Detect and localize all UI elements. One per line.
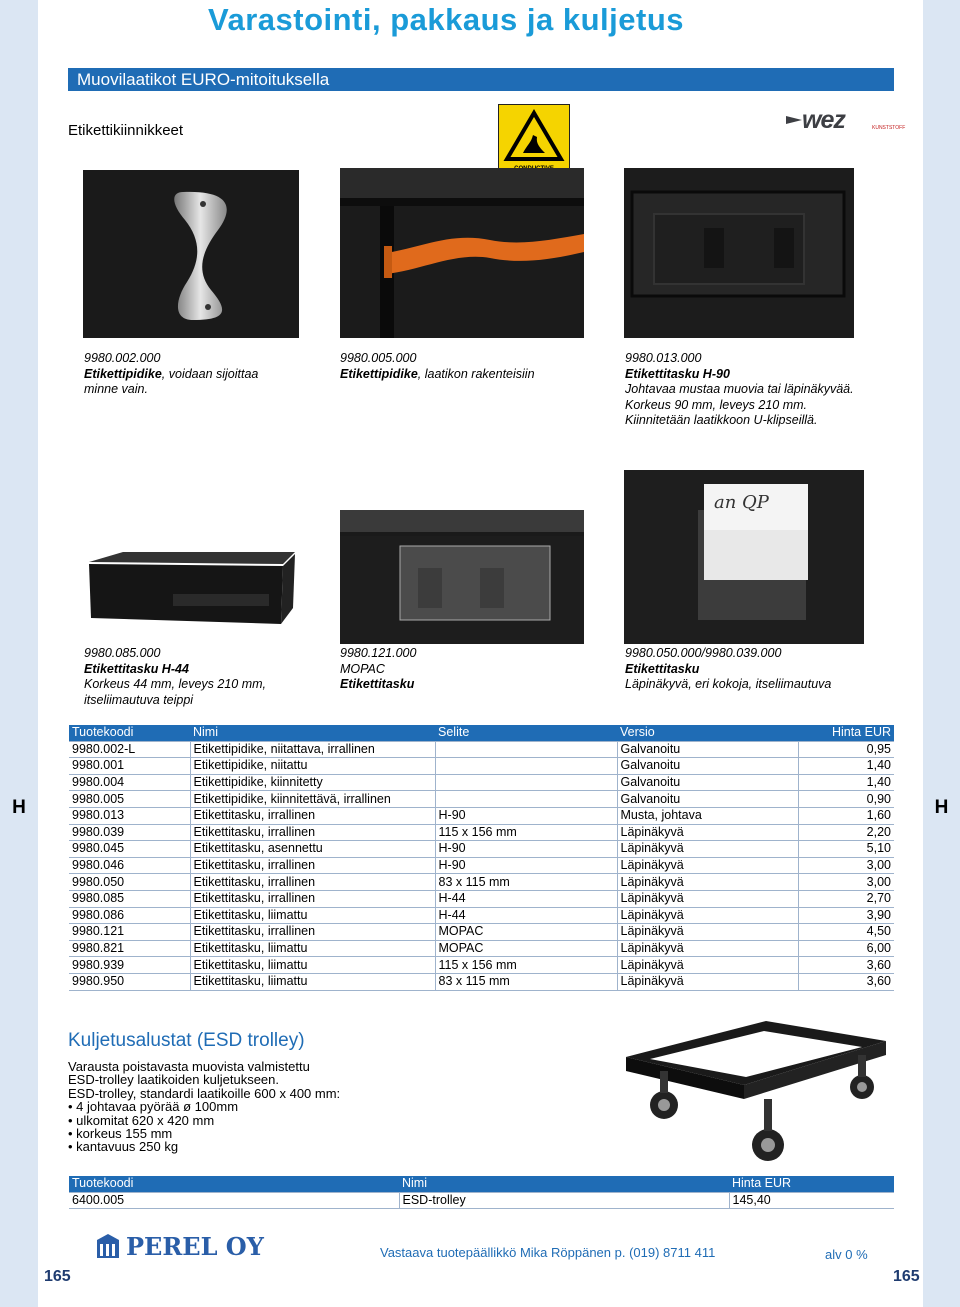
table-cell: 83 x 115 mm [435,973,617,990]
table-cell: Läpinäkyvä [617,957,798,974]
table-cell: 3,60 [798,973,894,990]
table-row [69,957,894,974]
esd-trolley-image [616,1015,896,1175]
table-cell: MOPAC [435,940,617,957]
table-cell: Läpinäkyvä [617,940,798,957]
table-cell: 3,60 [798,957,894,974]
label-holder-price-table [69,725,894,991]
trolley-spec-item: • 4 johtavaa pyörää ø 100mm [68,1099,239,1115]
table-row [69,907,894,924]
photo-orange-label-holder [340,168,584,338]
perel-logo-text: PEREL OY [126,1232,264,1261]
table-cell: 9980.002-L [69,741,190,758]
page-title: Varastointi, pakkaus ja kuljetus [208,2,685,37]
photo-metal-label-holder [83,170,299,338]
table-cell: Läpinäkyvä [617,841,798,858]
table-cell: ESD-trolley [399,1192,729,1209]
table-cell: H-44 [435,890,617,907]
table-cell: Etikettipidike, niitattu [190,758,435,775]
caption-line5: Kiinnitetään laatikkoon U-klipseillä. [625,413,818,427]
page-number-left: 165 [44,1268,71,1285]
left-margin-bar [0,0,38,1307]
caption-code: 9980.005.000 [340,351,417,365]
trolley-desc-line: ESD-trolley, standardi laatikoille 600 x 400 mm: [68,1085,341,1101]
table-row [69,774,894,791]
caption-title [625,662,831,678]
wez-logo-text: wez [802,106,845,134]
caption-pocket-121 [340,646,416,693]
table-cell: Galvanoitu [617,774,798,791]
subheading: Etikettikiinnikkeet [68,122,184,139]
table-row [69,824,894,841]
caption-rest: , laatikon rakenteisiin [417,366,535,381]
table-row [69,874,894,891]
caption-line4: Korkeus 90 mm, leveys 210 mm. [625,397,808,412]
table-cell: 6400.005 [69,1192,399,1209]
table-cell: 2,20 [798,824,894,841]
table-cell: 9980.005 [69,791,190,808]
table-cell [435,741,617,758]
table-cell [435,758,617,775]
caption-holder-005 [340,351,535,382]
table-cell: 0,95 [798,741,894,758]
caption-code: 9980.121.000 [340,646,417,660]
table-cell: 9980.121 [69,924,190,941]
caption-bold: Etikettitasku H-90 [625,366,730,381]
esd-warning-icon [498,104,570,176]
caption-code: 9980.050.000/9980.039.000 [625,646,782,660]
wez-logo-sub: KUNSTSTOFF [872,125,906,131]
table-cell: Galvanoitu [617,791,798,808]
caption-line3: Läpinäkyvä, eri kokoja, itseliimautuva [625,677,832,691]
table-header-cell: Versio [617,725,798,741]
table-header-cell: Tuotekoodi [69,725,190,741]
caption-title [340,677,416,693]
table-header-row [69,1176,894,1192]
trolley-table-body [69,1176,894,1209]
table-header-cell: Tuotekoodi [69,1176,399,1192]
trolley-spec-item: • ulkomitat 620 x 420 mm [68,1112,215,1128]
caption-holder-002 [84,351,258,398]
table-cell: 9980.050 [69,874,190,891]
right-margin-bar [923,0,960,1307]
caption-title [625,367,854,383]
perel-logo [96,1232,266,1264]
table-cell: 9980.821 [69,940,190,957]
photo-transparent-pocket [624,470,864,644]
table-cell: Läpinäkyvä [617,973,798,990]
table-row [69,791,894,808]
table-cell: Galvanoitu [617,741,798,758]
table-cell: Etikettitasku, asennettu [190,841,435,858]
page-number-right: 165 [893,1268,920,1285]
footer-vat: alv 0 % [825,1247,868,1262]
caption-pocket-085 [84,646,266,708]
table-cell: 83 x 115 mm [435,874,617,891]
trolley-description [68,1060,340,1154]
table-row [69,940,894,957]
table-row [69,807,894,824]
caption-code: 9980.002.000 [84,351,161,365]
table-row [69,890,894,907]
table-header-row [69,725,894,741]
caption-line4: itseliimautuva teippi [84,692,194,707]
table-cell: H-90 [435,807,617,824]
table-cell: 1,60 [798,807,894,824]
caption-line [84,367,258,383]
table-cell: 3,00 [798,857,894,874]
table-cell [435,774,617,791]
table-cell: 9980.046 [69,857,190,874]
table-cell: 9980.004 [69,774,190,791]
caption-pocket-050 [625,646,831,693]
table-cell: Musta, johtava [617,807,798,824]
table-cell: Läpinäkyvä [617,890,798,907]
table-cell: Läpinäkyvä [617,907,798,924]
section-title-bar: Muovilaatikot EURO-mitoituksella [68,68,894,91]
table-cell: Etikettitasku, irrallinen [190,890,435,907]
table-header-cell: Selite [435,725,617,741]
caption-title [84,662,266,678]
table-cell: Etikettitasku, irrallinen [190,824,435,841]
table-cell: 9980.939 [69,957,190,974]
table-cell [435,791,617,808]
photo-mopac-pocket [340,510,584,644]
table-cell: Läpinäkyvä [617,824,798,841]
price-table-body [69,725,894,990]
caption-code: 9980.085.000 [84,646,161,660]
table-cell: 9980.086 [69,907,190,924]
table-cell: 3,00 [798,874,894,891]
table-cell: 4,50 [798,924,894,941]
trolley-spec-item: • korkeus 155 mm [68,1126,173,1142]
table-header-cell: Hinta EUR [798,725,894,741]
caption-bold: Etikettitasku [340,677,415,691]
table-row [69,758,894,775]
table-header-cell: Hinta EUR [729,1176,894,1192]
table-row [69,973,894,990]
table-cell: Etikettitasku, liimattu [190,940,435,957]
caption-bold: Etikettipidike [84,366,162,381]
table-cell: 9980.085 [69,890,190,907]
table-cell: 115 x 156 mm [435,824,617,841]
table-cell: Etikettitasku, liimattu [190,973,435,990]
table-cell: H-44 [435,907,617,924]
caption-line [340,367,535,383]
trolley-section-title: Kuljetusalustat (ESD trolley) [68,1030,305,1051]
trolley-desc-line: ESD-trolley laatikoiden kuljetukseen. [68,1072,279,1088]
trolley-price-table [69,1176,894,1209]
caption-sub: MOPAC [340,661,385,676]
caption-bold: Etikettitasku H-44 [84,661,189,676]
caption-line3: Korkeus 44 mm, leveys 210 mm, [84,677,267,691]
table-cell: 9980.950 [69,973,190,990]
table-cell: 3,90 [798,907,894,924]
table-cell: Etikettitasku, irrallinen [190,874,435,891]
table-cell: 6,00 [798,940,894,957]
table-cell: Etikettipidike, niitattava, irrallinen [190,741,435,758]
table-row [69,1192,894,1209]
photo-box-h44 [83,512,299,644]
table-cell: H-90 [435,841,617,858]
table-cell: Etikettitasku, irrallinen [190,807,435,824]
handwritten-note: an QP [714,492,769,513]
table-cell: Etikettipidike, kiinnitettävä, irrallinen [190,791,435,808]
table-cell: 9980.039 [69,824,190,841]
table-cell: Etikettitasku, liimattu [190,957,435,974]
table-header-cell: Nimi [399,1176,729,1192]
table-cell: 9980.001 [69,758,190,775]
caption-line3: Johtavaa mustaa muovia tai läpinäkyvää. [625,382,854,396]
section-letter-right: H [934,797,949,818]
wez-logo [786,106,906,134]
caption-bold: Etikettitasku [625,661,700,676]
table-cell: 115 x 156 mm [435,957,617,974]
table-cell: Läpinäkyvä [617,857,798,874]
footer-contact: Vastaava tuotepäällikkö Mika Röppänen p. (019) 8711 411 [380,1245,716,1260]
table-cell: 2,70 [798,890,894,907]
table-cell: Läpinäkyvä [617,874,798,891]
table-cell: 9980.013 [69,807,190,824]
table-row [69,741,894,758]
caption-line3: minne vain. [84,382,148,396]
table-cell: Etikettipidike, kiinnitetty [190,774,435,791]
trolley-spec-item: • kantavuus 250 kg [68,1139,179,1155]
trolley-desc-line: Varausta poistavasta muovista valmistettu [68,1059,310,1074]
table-cell: Etikettitasku, liimattu [190,907,435,924]
table-cell: Läpinäkyvä [617,924,798,941]
table-header-cell: Nimi [190,725,435,741]
table-cell: Etikettitasku, irrallinen [190,924,435,941]
caption-pocket-013 [625,351,854,429]
photo-label-pocket-h90 [624,168,854,338]
table-cell: 0,90 [798,791,894,808]
caption-code: 9980.013.000 [625,351,702,365]
table-cell: MOPAC [435,924,617,941]
table-cell: 9980.045 [69,841,190,858]
table-row [69,924,894,941]
table-row [69,841,894,858]
table-cell: Galvanoitu [617,758,798,775]
table-cell: H-90 [435,857,617,874]
table-cell: 1,40 [798,774,894,791]
caption-bold: Etikettipidike [340,366,418,381]
section-letter-left: H [12,797,26,818]
caption-rest: , voidaan sijoittaa [161,366,259,381]
table-cell: 145,40 [729,1192,894,1209]
table-cell: Etikettitasku, irrallinen [190,857,435,874]
table-cell: 1,40 [798,758,894,775]
table-row [69,857,894,874]
table-cell: 5,10 [798,841,894,858]
